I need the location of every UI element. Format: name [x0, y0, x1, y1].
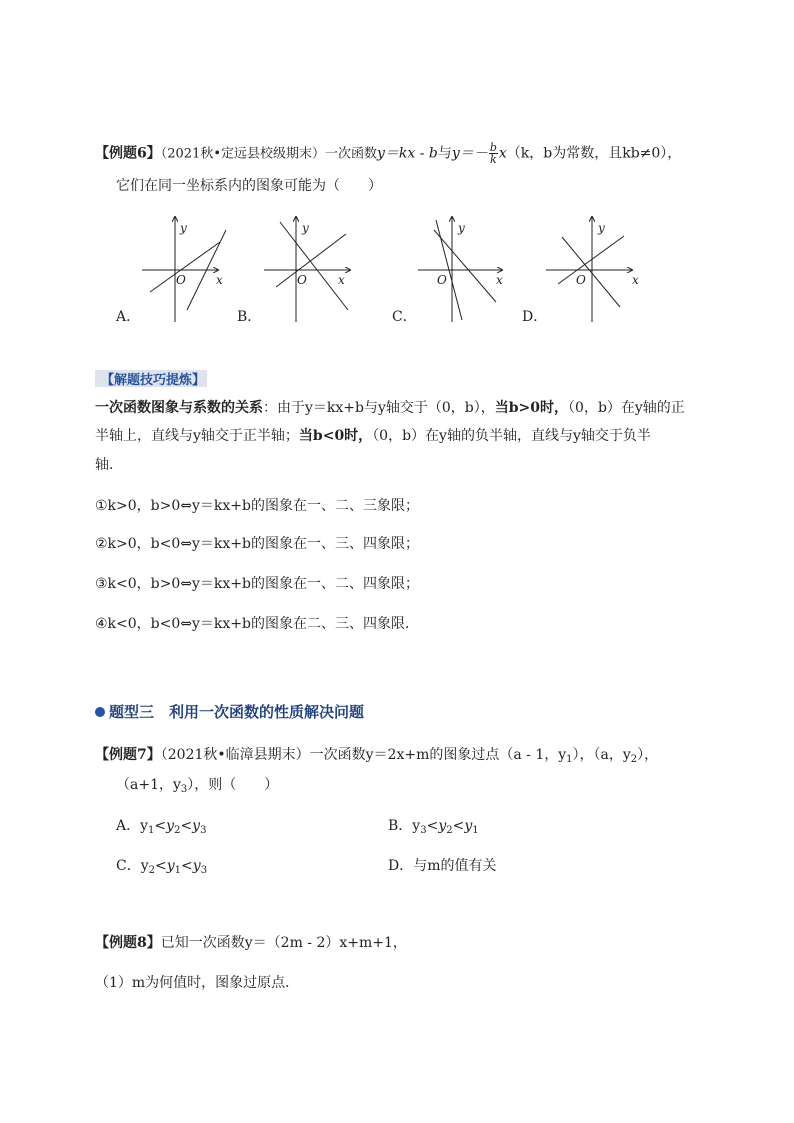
- opt-b-lt2: <: [452, 818, 465, 834]
- example7-sub3: 3: [180, 784, 188, 795]
- example7-option-c: C．$y_2<y_1<y_3$: [116, 858, 208, 876]
- tips-item-1: ①k>0，b>0⇔y＝kx+b的图象在一、二、三象限；: [95, 498, 419, 514]
- tips-p2: 半轴上，直线与y轴交于正半轴；: [95, 428, 299, 444]
- opt-c-lt1: <: [155, 858, 167, 874]
- graph-b-y-label: y: [302, 221, 309, 235]
- bullet-icon: [95, 707, 105, 717]
- example6-f1: y＝kx - b: [377, 145, 438, 162]
- tips-paragraph-line2: [95, 426, 651, 446]
- example6-condition: （k，b为常数，且kb≠0），: [506, 145, 682, 162]
- tips-p2-bold: 当b<0时，: [298, 428, 373, 444]
- tips-tag: [95, 370, 207, 387]
- graph-a-x-label: x: [216, 273, 223, 287]
- option-c: C．: [392, 309, 417, 325]
- tips-item-4: ④k<0，b<0⇔y＝kx+b的图象在二、三、四象限．: [95, 616, 419, 632]
- tips-p2-end: （0，b）在y轴的负半轴，直线与y轴交于负半: [372, 428, 651, 444]
- example7-question: [95, 745, 658, 770]
- graph-d: [546, 217, 639, 322]
- fraction-denominator: k: [490, 153, 497, 166]
- example7-sub1: 1: [566, 754, 573, 765]
- example7-text2: ），（a，y: [572, 747, 631, 763]
- tips-heading: 一次函数图象与系数的关系: [95, 400, 263, 416]
- graph-a-y-label: y: [180, 221, 187, 235]
- tips-p1-end: （0，b）在y轴的正: [568, 400, 685, 416]
- opt-a-lt1: <: [154, 818, 167, 834]
- tips-tag-label: 【解题技巧提炼】: [101, 373, 206, 388]
- option-b: B．: [237, 309, 262, 325]
- tips-p1: ：由于y＝kx+b与y轴交于（0，b），: [263, 400, 495, 416]
- example7-line2a: （a+1，y: [116, 777, 181, 793]
- example8-label: 【例题8】: [95, 935, 161, 951]
- graph-d-line-2: [558, 236, 624, 284]
- example7-text1: （2021秋•临漳县期末）一次函数y＝2x+m的图象过点（a - 1，y: [160, 747, 567, 763]
- opt-a-label: A．y: [116, 818, 149, 834]
- option-d: D．: [522, 309, 548, 325]
- graph-b: [264, 217, 350, 322]
- graph-d-x-label: x: [632, 273, 639, 287]
- example7-line2b: ），则（ ）: [187, 777, 279, 793]
- example7-option-d: D．与m的值有关: [388, 858, 497, 874]
- example6-label: 【例题6】: [95, 145, 161, 162]
- graph-c-origin: O: [437, 273, 447, 287]
- graph-c-line-1: [434, 230, 496, 302]
- opt-b-label: B．y: [388, 818, 421, 834]
- example6-question: [95, 142, 681, 165]
- section3-heading: [95, 701, 364, 722]
- example8-q1: （1）m为何值时，图象过原点．: [95, 975, 300, 991]
- opt-a-lt2: <: [180, 818, 193, 834]
- opt-c-sub1: 2: [148, 865, 155, 876]
- opt-a-sub2: 2: [174, 825, 181, 836]
- opt-c-lt2: <: [181, 858, 193, 874]
- example6-f2: y＝－: [451, 145, 488, 162]
- fraction-numerator: b: [489, 141, 497, 154]
- example7-line2: [116, 775, 278, 800]
- graph-d-line-1: [562, 237, 620, 307]
- opt-c-sub3: 3: [200, 865, 208, 876]
- example6-fraction: [489, 142, 498, 165]
- opt-c-sub2: 1: [174, 865, 182, 876]
- graph-b-line-1: [280, 222, 348, 310]
- example6-mid: 与: [437, 145, 452, 162]
- example6-source: （2021秋•定远县校级期末）一次函数: [160, 146, 378, 162]
- section3-title: 题型三 利用一次函数的性质解决问题: [109, 703, 365, 721]
- option-a: A．: [116, 309, 141, 325]
- tips-item-2: ②k>0，b<0⇔y＝kx+b的图象在一、三、四象限；: [95, 536, 419, 552]
- opt-a-sub3: 3: [200, 825, 207, 836]
- graph-b-line-2: [276, 234, 346, 287]
- example8-question: [95, 933, 407, 953]
- opt-b-sub2: 2: [446, 825, 453, 836]
- example7-text3: ），: [637, 747, 659, 763]
- opt-b-lt1: <: [426, 818, 439, 834]
- example6-f2-end: x: [498, 145, 507, 162]
- graph-c-y-label: y: [458, 221, 465, 235]
- example7-sub2: 2: [630, 754, 638, 765]
- example7-option-a: A．$y_1<y_2<y_3$: [116, 818, 207, 836]
- example7-option-b: B．$y_3<y_2<y_1$: [388, 818, 479, 836]
- graph-b-x-label: x: [338, 273, 345, 287]
- example7-label: 【例题7】: [95, 747, 161, 763]
- graph-c: [418, 217, 503, 322]
- opt-b-sub3: 1: [472, 825, 479, 836]
- tips-paragraph-line1: [95, 398, 685, 418]
- opt-a-sub1: 1: [148, 825, 155, 836]
- graph-a-origin: O: [176, 273, 186, 287]
- tips-p1-bold: 当b>0时，: [494, 400, 569, 416]
- tips-paragraph-line3: 轴．: [95, 457, 123, 473]
- example8-text: 已知一次函数y＝（2m - 2）x+m+1，: [160, 935, 407, 951]
- graph-b-origin: O: [297, 273, 307, 287]
- graph-c-x-label: x: [496, 273, 503, 287]
- example6-line2: 它们在同一坐标系内的图象可能为（ ）: [116, 178, 382, 194]
- opt-b-sub1: 3: [420, 825, 427, 836]
- graph-d-y-label: y: [598, 221, 605, 235]
- tips-item-3: ③k<0，b>0⇔y＝kx+b的图象在一、二、四象限；: [95, 576, 419, 592]
- graph-d-origin: O: [576, 273, 586, 287]
- graph-a: [142, 217, 226, 322]
- opt-c-label: C．y: [116, 858, 149, 874]
